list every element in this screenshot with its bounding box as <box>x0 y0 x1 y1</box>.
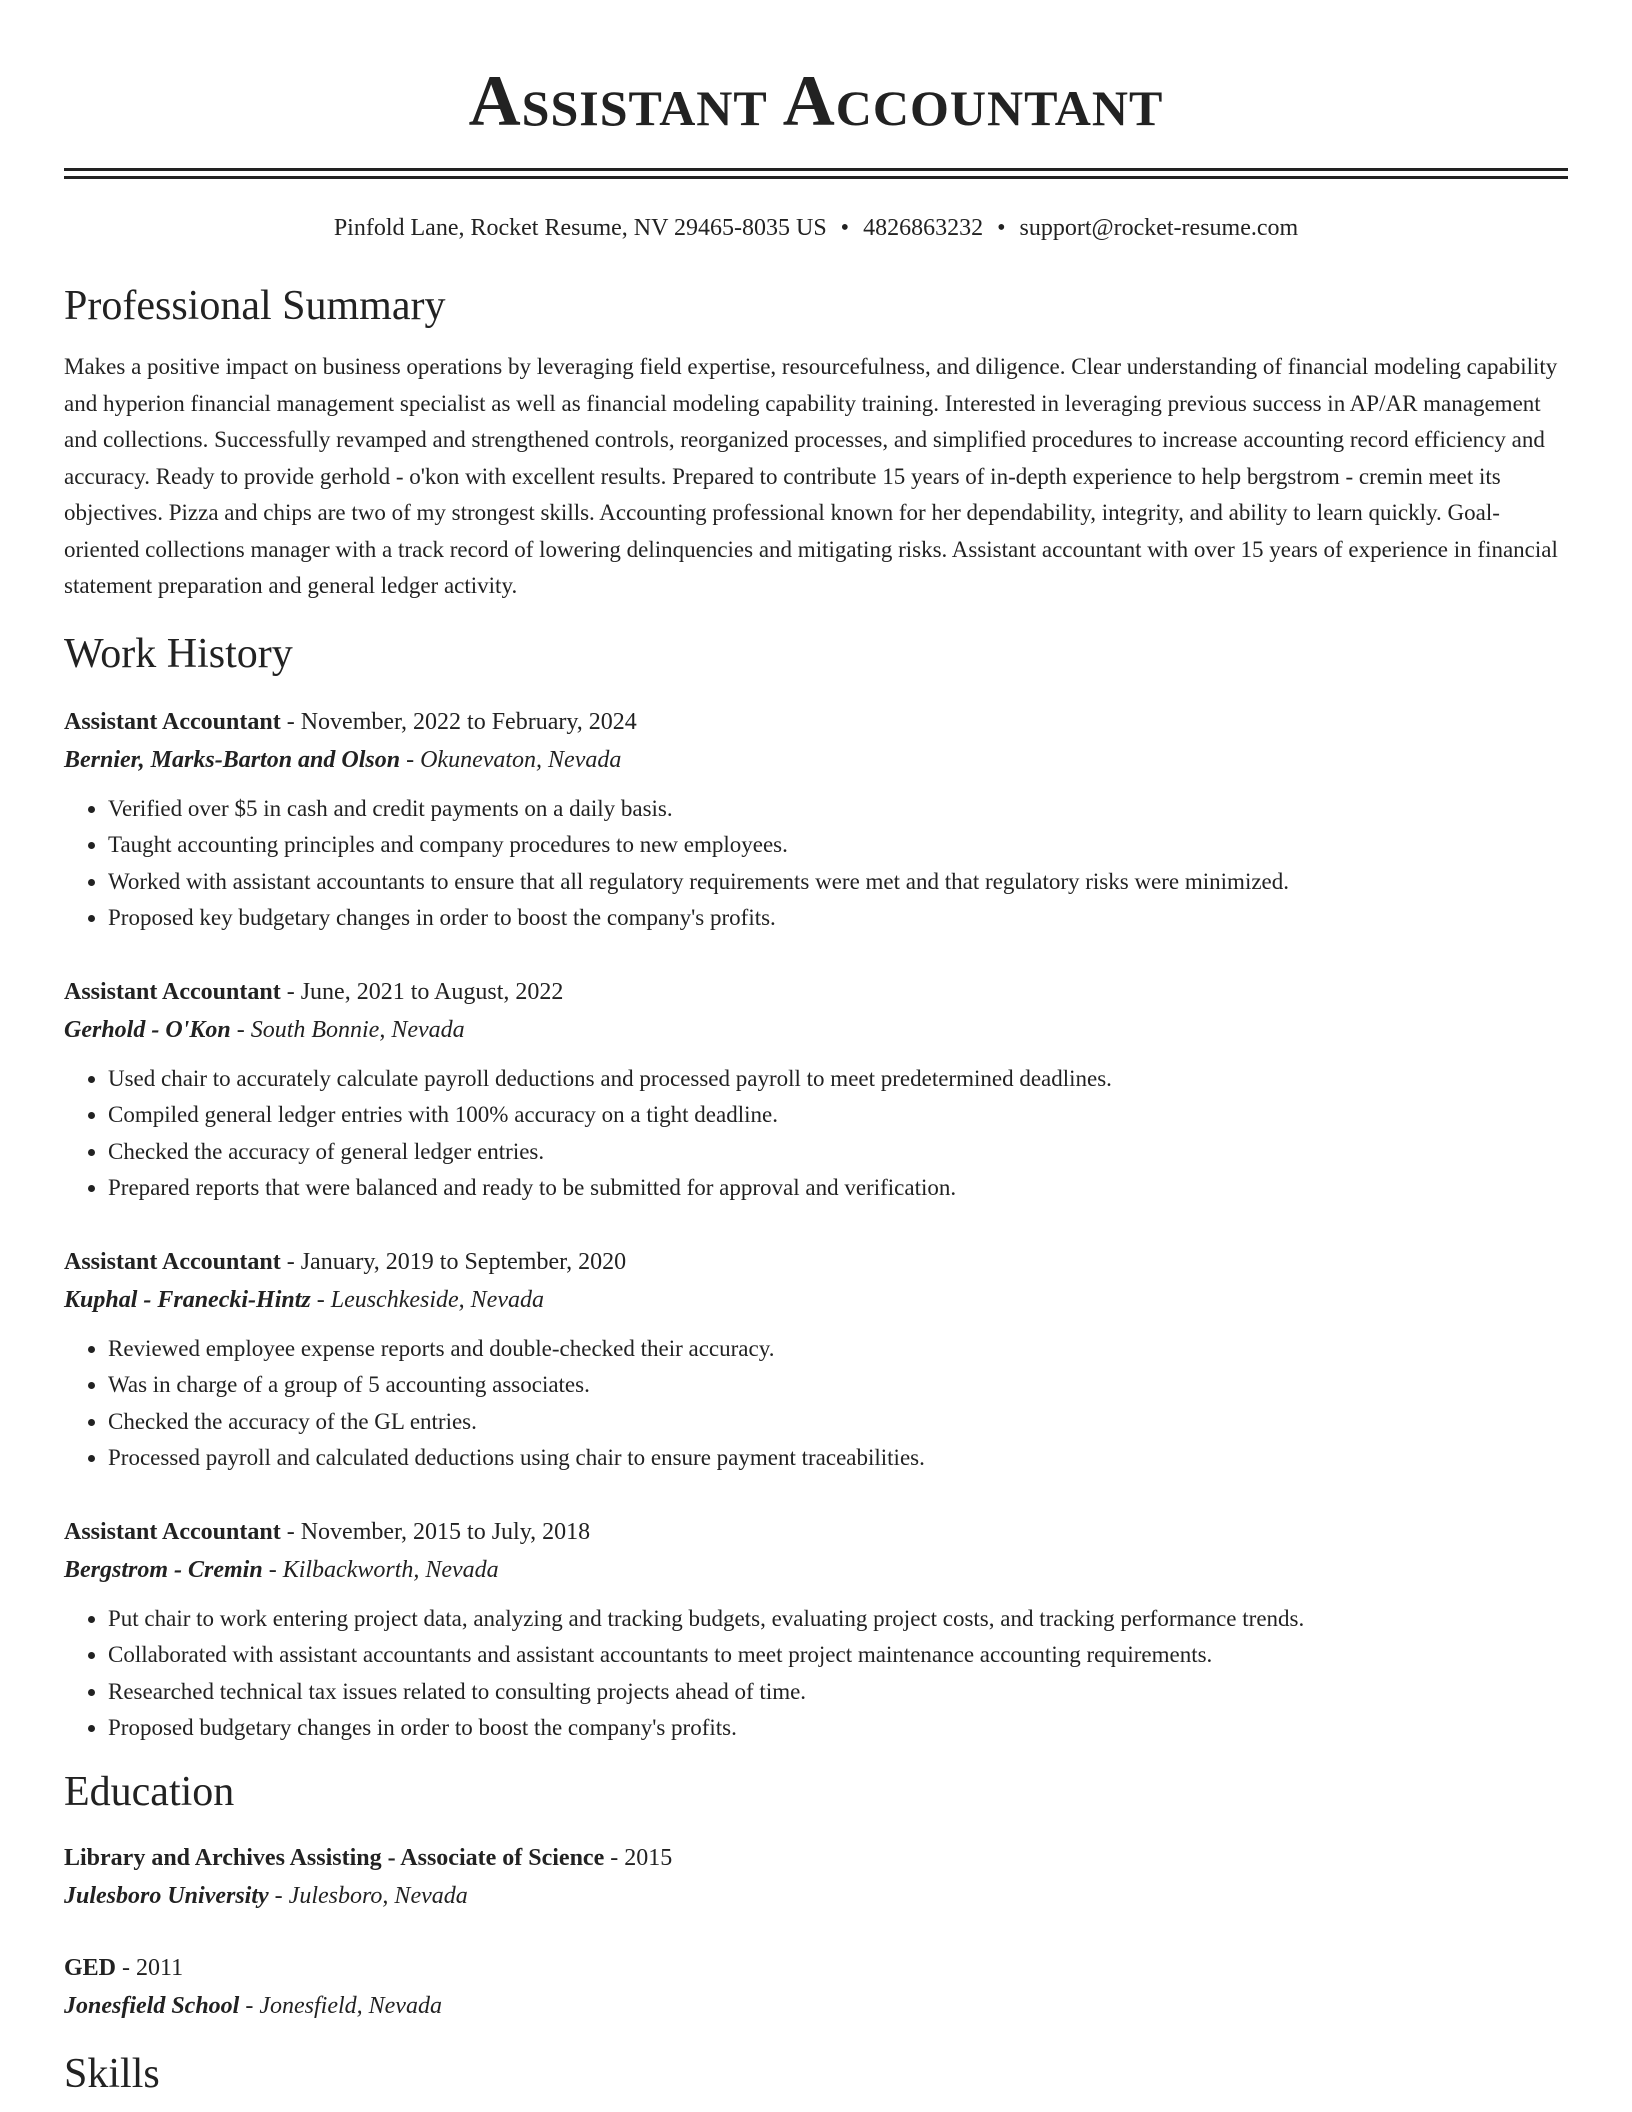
job-company: Kuphal - Franecki-Hintz <box>64 1286 311 1313</box>
education-degree: GED <box>64 1954 117 1981</box>
job-bullet: • Reviewed employee expense reports and double-checked their accuracy. <box>108 1331 1568 1368</box>
job-title-line <box>64 703 1568 741</box>
job-bullet: • Verified over $5 in cash and credit payments on a daily basis. <box>108 791 1568 828</box>
job-dates: November, 2015 to July, 2018 <box>300 1518 591 1545</box>
contact-phone: 4826863232 <box>863 215 984 241</box>
job-bullet: • Was in charge of a group of 5 accounting associates. <box>108 1367 1568 1404</box>
dash-separator: - <box>268 1882 289 1909</box>
summary-text: Makes a positive impact on business operations by leveraging field expertise, resourcefulness, and diligence. Clear understanding of financial modeling capability and hyperion financial management specialist as well as financial modeling capability training. Interested in leveraging previous success in AP/AR management and collections. Successfully revamped and strengthened controls, reorganized processes, and simplified procedures to increase accounting record efficiency and accuracy. Ready to provide gerhold - o'kon with excellent results. Prepared to contribute 15 years of in-depth experience to help bergstrom - cremin meet its objectives. Pizza and chips are two of my strongest skills. Accounting professional known for her dependability, integrity, and ability to learn quickly. Goal-oriented collections manager with a track record of lowering delinquencies and mitigating risks. Assistant accountant with over 15 years of experience in financial statement preparation and general ledger activity. <box>64 354 1558 598</box>
job-dates: November, 2022 to February, 2024 <box>300 708 637 735</box>
job-bullet-list <box>64 1061 1568 1207</box>
job-title: Assistant Accountant <box>64 708 281 735</box>
contact-separator: • <box>997 215 1006 241</box>
job-bullet: • Checked the accuracy of the GL entries. <box>108 1404 1568 1441</box>
job-location: Leuschkeside, Nevada <box>330 1286 544 1313</box>
job-entry <box>64 1243 1568 1477</box>
job-company: Gerhold - O'Kon <box>64 1016 231 1043</box>
education-school-line <box>64 1987 1568 2025</box>
job-bullet: • Worked with assistant accountants to ensure that all regulatory requirements were met and that regulatory risks were minimized. <box>108 864 1568 901</box>
work-history-section <box>64 629 1568 1747</box>
dash-separator: - <box>116 1954 137 1981</box>
job-bullet: • Checked the accuracy of general ledger entries. <box>108 1134 1568 1171</box>
job-bullet: • Prepared reports that were balanced and ready to be submitted for approval and verification. <box>108 1170 1568 1207</box>
resume-name: Assistant Accountant <box>468 61 1164 141</box>
dash-separator: - <box>310 1286 331 1313</box>
job-company-line <box>64 1011 1568 1049</box>
job-bullet: • Put chair to work entering project data, analyzing and tracking budgets, evaluating project costs, and tracking performance trends. <box>108 1601 1568 1638</box>
contact-email: support@rocket-resume.com <box>1019 215 1299 241</box>
job-location: South Bonnie, Nevada <box>250 1016 465 1043</box>
job-bullet-list <box>64 1331 1568 1477</box>
contact-line <box>64 213 1568 243</box>
job-bullet-list <box>64 791 1568 937</box>
summary-heading: Professional Summary <box>64 283 446 329</box>
education-entry <box>64 1949 1568 2025</box>
education-school-line <box>64 1877 1568 1915</box>
education-section <box>64 1767 1568 2025</box>
job-title: Assistant Accountant <box>64 1518 281 1545</box>
job-company-line <box>64 1281 1568 1319</box>
summary-section <box>64 281 1568 605</box>
education-degree-line <box>64 1839 1568 1877</box>
dash-separator: - <box>239 1992 260 2019</box>
job-bullet: • Compiled general ledger entries with 100% accuracy on a tight deadline. <box>108 1097 1568 1134</box>
dash-separator: - <box>280 978 301 1005</box>
job-dates: June, 2021 to August, 2022 <box>300 978 564 1005</box>
education-school: Jonesfield School <box>64 1992 240 2019</box>
dash-separator: - <box>280 1248 301 1275</box>
dash-separator: - <box>604 1844 625 1871</box>
job-title: Assistant Accountant <box>64 978 281 1005</box>
job-bullet: • Researched technical tax issues related to consulting projects ahead of time. <box>108 1674 1568 1711</box>
education-degree: Library and Archives Assisting - Associate of Science <box>64 1844 605 1871</box>
job-bullet: • Collaborated with assistant accountants and assistant accountants to meet project maintenance accounting requirements. <box>108 1637 1568 1674</box>
job-entry <box>64 973 1568 1207</box>
dash-separator: - <box>230 1016 251 1043</box>
education-entry <box>64 1839 1568 1915</box>
job-bullet: • Used chair to accurately calculate payroll deductions and processed payroll to meet predetermined deadlines. <box>108 1061 1568 1098</box>
contact-separator: • <box>840 215 850 241</box>
education-degree-line <box>64 1949 1568 1987</box>
skills-heading: Skills <box>64 2050 160 2097</box>
job-bullet-list <box>64 1601 1568 1747</box>
dash-separator: - <box>280 1518 301 1545</box>
contact-address: Pinfold Lane, Rocket Resume, NV 29465-8035 US <box>333 215 827 241</box>
job-company: Bergstrom - Cremin <box>64 1556 263 1583</box>
job-entry <box>64 1513 1568 1747</box>
job-location: Kilbackworth, Nevada <box>282 1556 499 1583</box>
education-year: 2011 <box>136 1954 184 1981</box>
job-company-line <box>64 741 1568 779</box>
education-location: Julesboro, Nevada <box>288 1882 468 1909</box>
work-history-heading: Work History <box>64 630 293 677</box>
education-heading: Education <box>64 1768 235 1815</box>
job-title: Assistant Accountant <box>64 1248 281 1275</box>
job-dates: January, 2019 to September, 2020 <box>300 1248 627 1275</box>
job-title-line <box>64 973 1568 1011</box>
job-title-line <box>64 1513 1568 1551</box>
resume-page <box>64 0 1568 2099</box>
education-year: 2015 <box>624 1844 673 1871</box>
dash-separator: - <box>280 708 301 735</box>
skills-section <box>64 2049 1568 2099</box>
dash-separator: - <box>262 1556 283 1583</box>
job-company: Bernier, Marks-Barton and Olson <box>64 746 401 773</box>
double-rule-divider <box>64 168 1568 179</box>
job-bullet: • Taught accounting principles and company procedures to new employees. <box>108 827 1568 864</box>
dash-separator: - <box>400 746 421 773</box>
education-school: Julesboro University <box>64 1882 269 1909</box>
job-entry <box>64 703 1568 937</box>
job-company-line <box>64 1551 1568 1589</box>
job-title-line <box>64 1243 1568 1281</box>
education-location: Jonesfield, Nevada <box>259 1992 442 2019</box>
job-bullet: • Processed payroll and calculated deductions using chair to ensure payment traceabilities. <box>108 1440 1568 1477</box>
job-bullet: • Proposed budgetary changes in order to boost the company's profits. <box>108 1710 1568 1747</box>
job-bullet: • Proposed key budgetary changes in order to boost the company's profits. <box>108 900 1568 937</box>
job-location: Okunevaton, Nevada <box>420 746 622 773</box>
